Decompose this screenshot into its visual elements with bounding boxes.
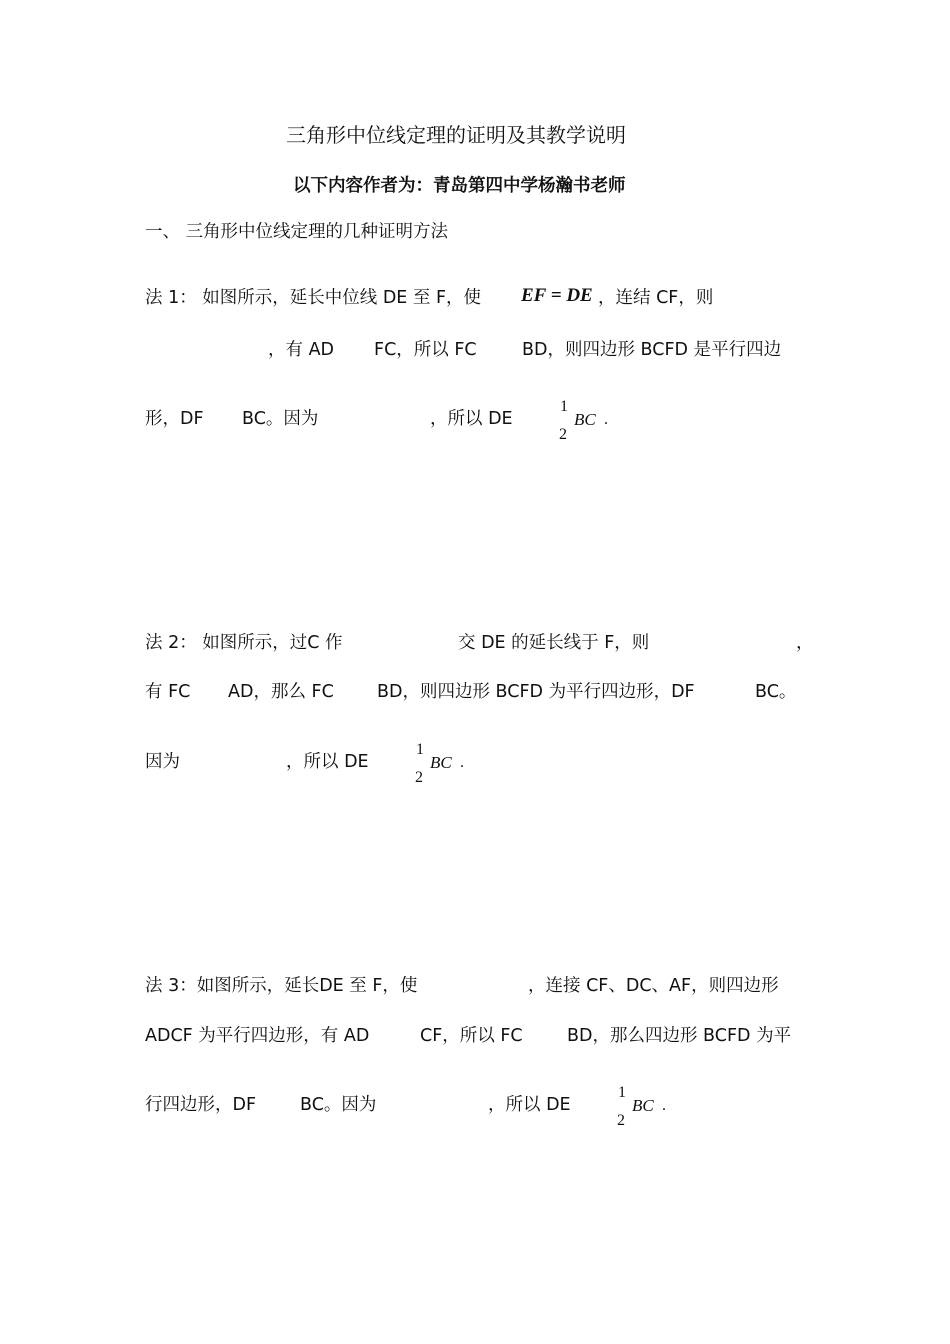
method1-fraction-numerator: 1 bbox=[560, 398, 568, 415]
method3-fraction-denominator: 2 bbox=[617, 1112, 625, 1129]
method1-equation: EF = DE bbox=[521, 285, 593, 306]
method1-line2-b: FC，所以 FC bbox=[374, 340, 477, 360]
method2-line2-a: 有 FC bbox=[145, 682, 191, 702]
method3-line3-a: 行四边形，DF bbox=[145, 1095, 257, 1115]
method3-bc: BC bbox=[632, 1096, 654, 1115]
method1-line1-end: ，连结 CF，则 bbox=[598, 288, 714, 308]
method1-line3-b: BC。因为 bbox=[242, 409, 319, 429]
document-title: 三角形中位线定理的证明及其教学说明 bbox=[286, 123, 626, 147]
method3-fraction-numerator: 1 bbox=[618, 1084, 626, 1101]
method2-period: . bbox=[460, 754, 464, 771]
method3-line3-b: BC。因为 bbox=[300, 1095, 377, 1115]
method2-line1-a: 法 2： 如图所示，过C 作 bbox=[145, 633, 343, 653]
method2-line2-b: AD，那么 FC bbox=[228, 682, 334, 702]
method2-line2-c: BD，则四边形 BCFD 为平行四边形，DF bbox=[377, 682, 695, 702]
method3-line2-c: BD，那么四边形 BCFD 为平 bbox=[567, 1026, 792, 1046]
method2-line1-b: 交 DE 的延长线于 F，则 bbox=[458, 633, 650, 653]
method2-line3-a: 因为 bbox=[145, 752, 180, 772]
section-heading: 一、 三角形中位线定理的几种证明方法 bbox=[145, 222, 449, 242]
method1-fraction-denominator: 2 bbox=[559, 426, 567, 443]
method2-line3-b: ，所以 DE bbox=[286, 752, 369, 772]
method1-period: . bbox=[604, 411, 608, 428]
method2-line1-c: ， bbox=[796, 633, 814, 653]
method3-line2-a: ADCF 为平行四边形，有 AD bbox=[145, 1026, 370, 1046]
method2-line2-d: BC。 bbox=[755, 682, 797, 702]
method3-line2-b: CF，所以 FC bbox=[420, 1026, 523, 1046]
method2-bc: BC bbox=[430, 753, 452, 772]
method1-line3-a: 形，DF bbox=[145, 409, 204, 429]
method1-line1-start: 法 1： 如图所示，延长中位线 DE 至 F，使 bbox=[145, 288, 482, 308]
method1-line3-c: ，所以 DE bbox=[430, 409, 513, 429]
method3-line3-c: ，所以 DE bbox=[488, 1095, 571, 1115]
method2-fraction-numerator: 1 bbox=[416, 741, 424, 758]
method3-line1-a: 法 3：如图所示，延长DE 至 F，使 bbox=[145, 976, 418, 996]
method1-bc: BC bbox=[574, 410, 596, 429]
method3-period: . bbox=[662, 1097, 666, 1114]
method1-line2-c: BD，则四边形 BCFD 是平行四边 bbox=[522, 340, 782, 360]
method1-line2-a: ，有 AD bbox=[268, 340, 335, 360]
author-line: 以下内容作者为：青岛第四中学杨瀚书老师 bbox=[293, 176, 626, 196]
method3-line1-b: ，连接 CF、DC、AF，则四边形 bbox=[528, 976, 779, 996]
method2-fraction-denominator: 2 bbox=[415, 769, 423, 786]
